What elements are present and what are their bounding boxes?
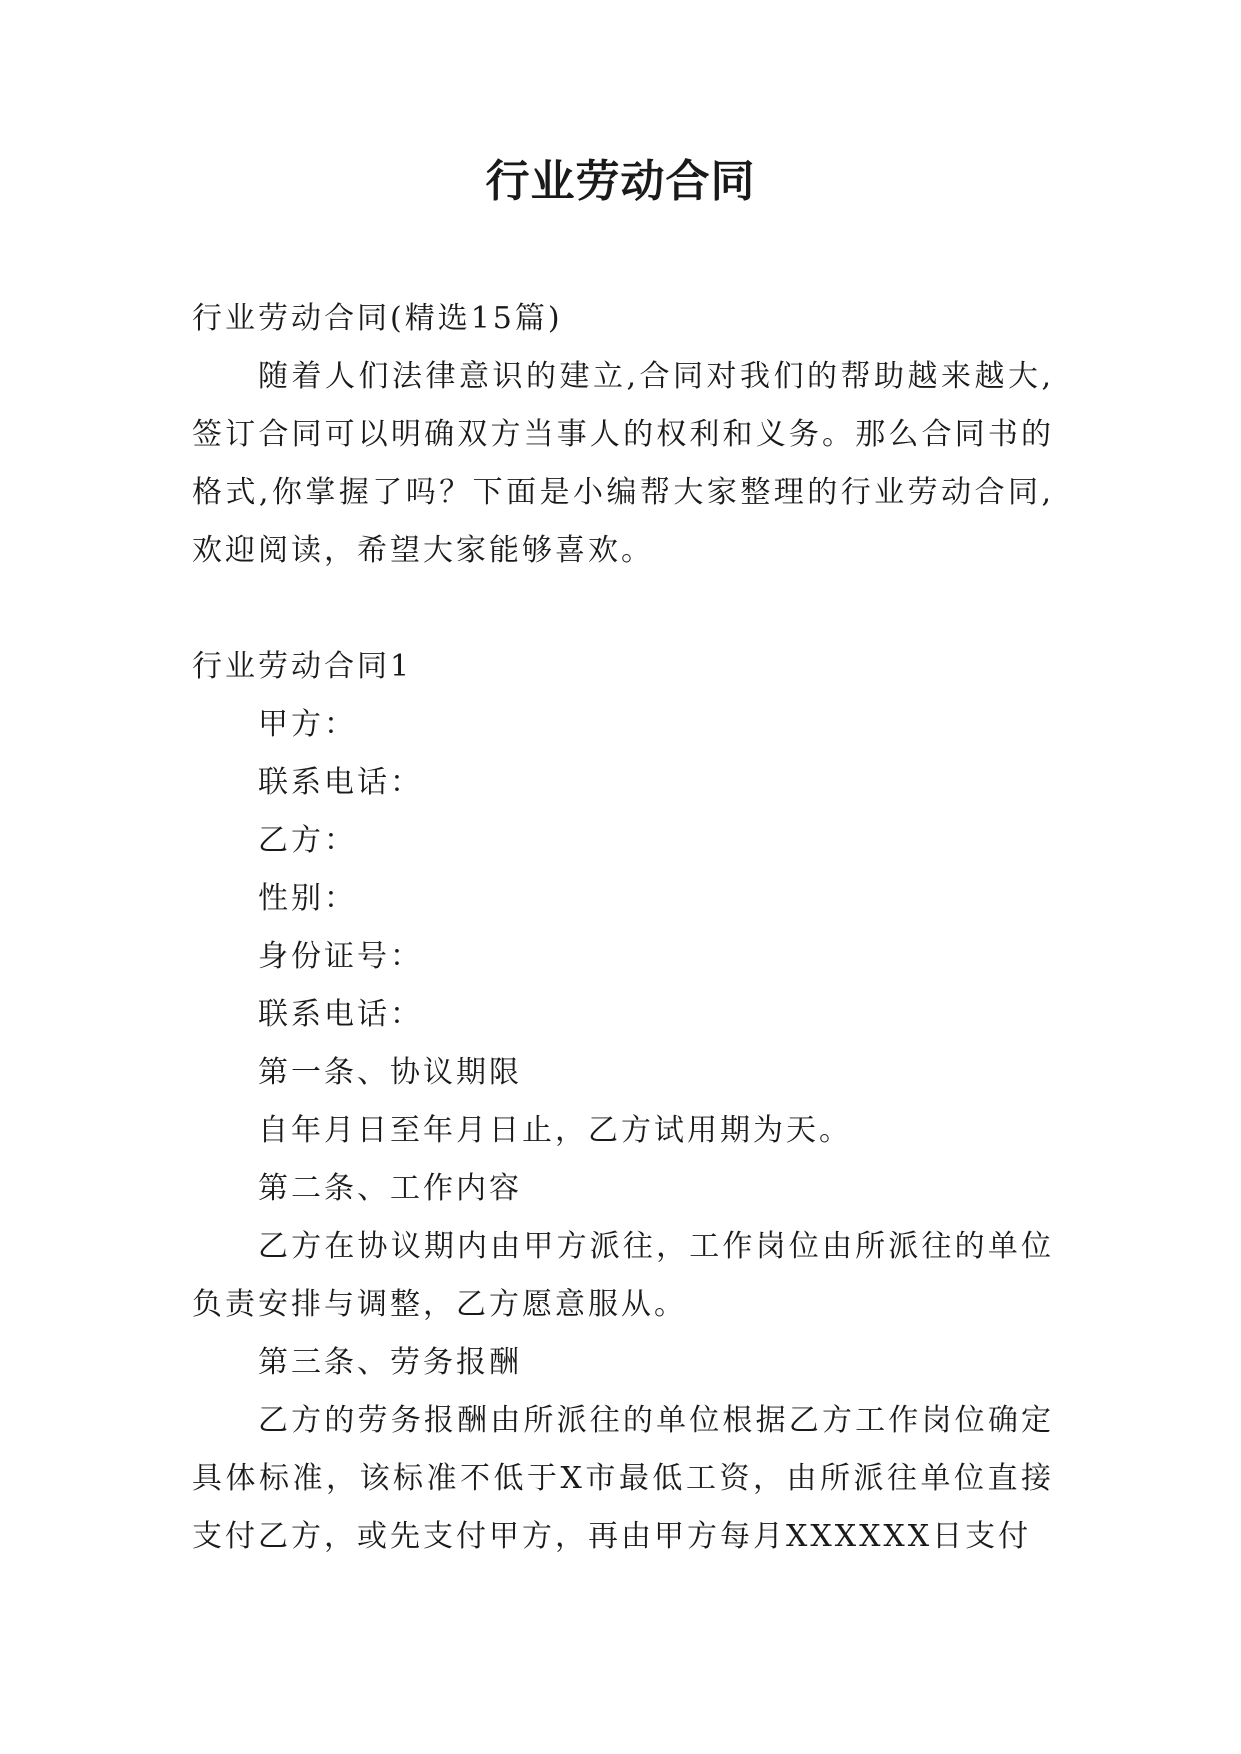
- party-b-field: 乙方：: [258, 823, 357, 858]
- party-a-field: 甲方：: [258, 707, 357, 742]
- id-number-field: 身份证号：: [258, 939, 423, 974]
- document-title: 行业劳动合同: [485, 156, 756, 207]
- article-2-text: 乙方在协议期内由甲方派往，工作岗位由所派往的单位负责安排与调整，乙方愿意服从。: [192, 1229, 1054, 1322]
- party-a-phone-field: 联系电话：: [258, 765, 423, 800]
- document-body: [192, 290, 1054, 1566]
- article-1-text: 自年月日至年月日止，乙方试用期为天。: [258, 1113, 852, 1148]
- document-subtitle: 行业劳动合同(精选15篇): [192, 301, 563, 336]
- article-1-heading: 第一条、协议期限: [258, 1055, 522, 1090]
- section-heading: 行业劳动合同1: [192, 649, 413, 684]
- intro-paragraph: 随着人们法律意识的建立,合同对我们的帮助越来越大,签订合同可以明确双方当事人的权利和义务。那么合同书的格式,你掌握了吗？下面是小编帮大家整理的行业劳动合同,欢迎阅读，希望大家能够喜欢。: [192, 359, 1054, 568]
- article-3-text: 乙方的劳务报酬由所派往的单位根据乙方工作岗位确定具体标准，该标准不低于X市最低工资，由所派往单位直接支付乙方，或先支付甲方，再由甲方每月XXXXXX日支付: [192, 1403, 1054, 1554]
- gender-field: 性别：: [258, 881, 357, 916]
- party-b-phone-field: 联系电话：: [258, 997, 423, 1032]
- paragraph-spacer: [192, 580, 1054, 638]
- article-3-heading: 第三条、劳务报酬: [258, 1345, 522, 1380]
- article-2-heading: 第二条、工作内容: [258, 1171, 522, 1206]
